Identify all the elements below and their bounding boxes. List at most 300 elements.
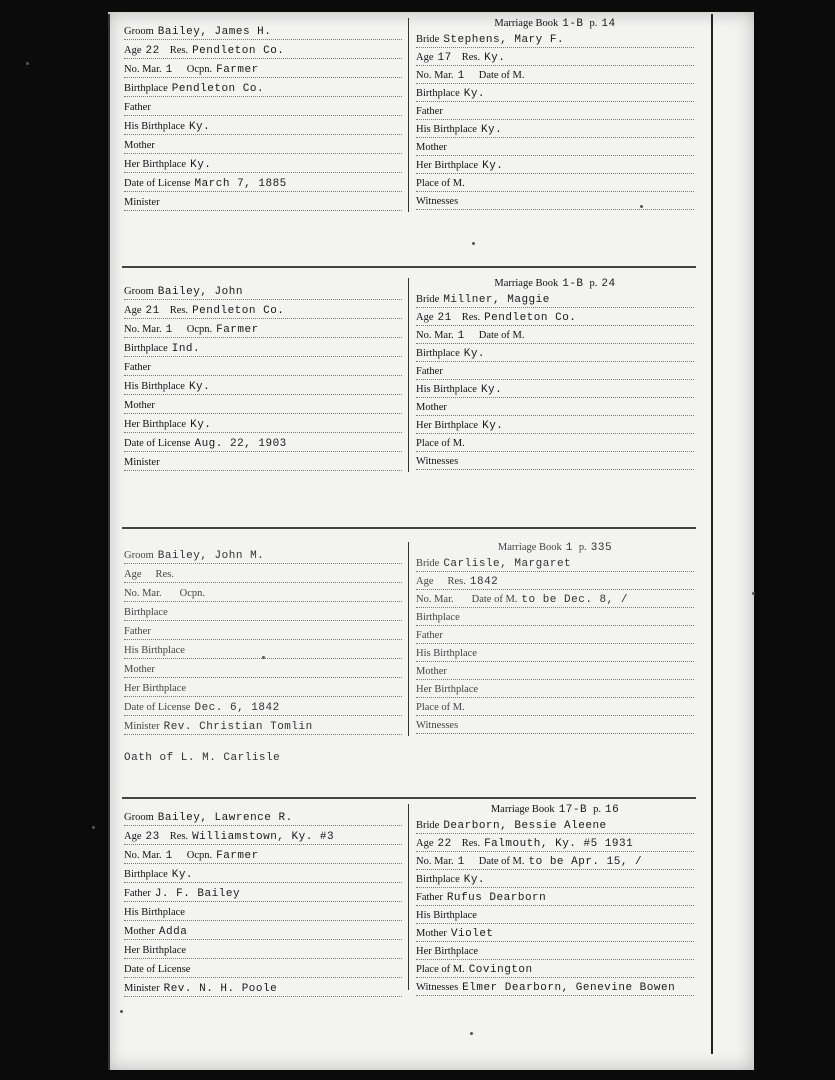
scan-speck	[640, 205, 643, 208]
groom-no-mar: 1	[165, 850, 173, 862]
groom-row	[124, 45, 402, 61]
dotted-rule	[124, 638, 402, 640]
field-label: Witnesses	[416, 720, 459, 731]
bride-row	[416, 982, 694, 998]
bride-name: Carlisle, Margaret	[443, 558, 572, 570]
bride-row	[416, 402, 694, 418]
field-label: Father	[416, 106, 443, 117]
field-label: Her Birthplace	[416, 946, 479, 957]
field-label: Father	[416, 892, 443, 903]
field-label: Father	[124, 102, 151, 113]
scan-speck	[752, 592, 755, 595]
groom-occupation: Farmer	[216, 324, 259, 336]
bride-row	[416, 384, 694, 400]
marriage-record	[0, 542, 835, 800]
field-label: Place of M.	[416, 702, 465, 713]
groom-row	[124, 926, 402, 942]
dotted-rule	[416, 136, 694, 138]
field-label: No. Mar.	[416, 856, 454, 867]
bride-age: 22	[437, 838, 452, 850]
groom-row	[124, 102, 402, 118]
bride-row	[416, 420, 694, 436]
field-label: Res.	[169, 45, 189, 56]
bride-her-birthplace: Ky.	[482, 420, 504, 432]
field-label: Res.	[461, 838, 481, 849]
dotted-rule	[416, 450, 694, 452]
scan-speck	[120, 1010, 123, 1013]
bride-row	[416, 630, 694, 646]
field-label: p.	[593, 804, 601, 815]
dotted-rule	[124, 336, 402, 338]
dotted-rule	[124, 450, 402, 452]
bride-age: 17	[437, 52, 452, 64]
groom-name: Bailey, James H.	[157, 26, 272, 38]
bride-row	[416, 928, 694, 944]
field-label: Minister	[124, 983, 160, 994]
bride-row	[416, 946, 694, 962]
dotted-rule	[124, 57, 402, 59]
dotted-rule	[416, 64, 694, 66]
dotted-rule	[124, 957, 402, 959]
field-label: Witnesses	[416, 196, 459, 207]
groom-age: 23	[145, 831, 160, 843]
groom-no-mar: 1	[165, 64, 173, 76]
groom-her-birthplace: Ky.	[190, 159, 212, 171]
bride-no-mar: 1	[457, 70, 465, 82]
dotted-rule	[416, 642, 694, 644]
bride-his-birthplace: Ky.	[480, 384, 503, 396]
groom-name: Bailey, Lawrence R.	[157, 812, 293, 824]
field-label: Place of M.	[416, 178, 465, 189]
groom-row	[124, 850, 402, 866]
dotted-rule	[124, 843, 402, 845]
groom-occupation: Farmer	[216, 850, 259, 862]
field-label: Mother	[416, 402, 447, 413]
groom-father: J. F. Bailey	[154, 888, 241, 900]
bride-row	[416, 892, 694, 908]
dotted-rule	[124, 714, 402, 716]
dotted-rule	[416, 886, 694, 888]
marriage-book-number: 1	[565, 542, 573, 554]
groom-row	[124, 869, 402, 885]
marriage-book-page: 16	[604, 804, 620, 816]
field-label: Father	[416, 630, 443, 641]
field-label: No. Mar.	[124, 588, 162, 599]
bride-row	[416, 160, 694, 176]
field-label: p.	[589, 278, 598, 289]
marriage-record	[0, 278, 835, 536]
groom-occupation: Farmer	[216, 64, 259, 76]
dotted-rule	[416, 904, 694, 906]
groom-column	[124, 26, 402, 226]
groom-row	[124, 983, 402, 999]
field-label: Mother	[416, 142, 447, 153]
dotted-rule	[416, 678, 694, 680]
field-label: Place of M.	[416, 964, 465, 975]
dotted-rule	[124, 562, 402, 564]
dotted-rule	[416, 208, 694, 210]
marriage-record	[0, 18, 835, 276]
groom-minister: Rev. N. H. Poole	[163, 983, 278, 995]
field-label: Res.	[461, 312, 481, 323]
groom-row	[124, 305, 402, 321]
field-label: Her Birthplace	[124, 683, 187, 694]
groom-row	[124, 121, 402, 137]
field-label: Minister	[124, 197, 160, 208]
bride-row	[416, 874, 694, 890]
field-label: Minister	[124, 721, 160, 732]
field-label: Birthplace	[416, 88, 460, 99]
field-label: Bride	[416, 558, 440, 569]
bride-row	[416, 70, 694, 86]
bride-no-mar: 1	[457, 856, 465, 868]
column-divider	[408, 18, 409, 212]
dotted-rule	[124, 600, 402, 602]
dotted-rule	[416, 832, 694, 834]
groom-row	[124, 945, 402, 961]
bride-his-birthplace: Ky.	[480, 124, 503, 136]
bride-row	[416, 720, 694, 736]
dotted-rule	[124, 298, 402, 300]
groom-name: Bailey, John	[157, 286, 243, 298]
groom-birthplace: Ky.	[171, 869, 194, 881]
field-label: Witnesses	[416, 982, 459, 993]
groom-row	[124, 607, 402, 623]
field-label: Date of License	[124, 964, 191, 975]
groom-row	[124, 159, 402, 175]
field-label: His Birthplace	[124, 645, 185, 656]
bride-row	[416, 124, 694, 140]
bride-row	[416, 910, 694, 926]
field-label: Age	[416, 52, 434, 63]
dotted-rule	[416, 172, 694, 174]
dotted-rule	[124, 938, 402, 940]
bride-row	[416, 804, 694, 820]
dotted-rule	[124, 676, 402, 678]
field-label: Age	[124, 305, 142, 316]
dotted-rule	[416, 714, 694, 716]
date-of-marriage: to be Dec. 8, /	[521, 594, 628, 606]
field-label: Mother	[416, 666, 447, 677]
groom-date-of-license: Aug. 22, 1903	[194, 438, 287, 450]
field-label: Birthplace	[416, 348, 460, 359]
field-label: Date of M.	[471, 594, 518, 605]
bride-row	[416, 456, 694, 472]
dotted-rule	[124, 190, 402, 192]
column-divider	[408, 804, 409, 990]
bride-row	[416, 18, 694, 34]
field-label: Bride	[416, 34, 440, 45]
field-label: Bride	[416, 820, 440, 831]
bride-residence: Ky.	[484, 52, 506, 64]
field-label: Date of License	[124, 438, 191, 449]
dotted-rule	[124, 317, 402, 319]
groom-row	[124, 140, 402, 156]
groom-column	[124, 550, 402, 750]
bride-column	[416, 804, 694, 1014]
field-label: Ocpn.	[186, 324, 213, 335]
scan-speck	[92, 826, 95, 829]
dotted-rule	[124, 862, 402, 864]
dotted-rule	[124, 695, 402, 697]
dotted-rule	[124, 133, 402, 135]
groom-residence: Pendleton Co.	[192, 45, 285, 57]
dotted-rule	[124, 171, 402, 173]
groom-row	[124, 721, 402, 737]
groom-birthplace: Ind.	[171, 343, 201, 355]
bride-row	[416, 294, 694, 310]
field-label: Age	[416, 312, 434, 323]
dotted-rule	[124, 412, 402, 414]
bride-row	[416, 438, 694, 454]
dotted-rule	[416, 468, 694, 470]
groom-row	[124, 664, 402, 680]
field-label: Res.	[169, 831, 189, 842]
field-label: p.	[578, 542, 587, 553]
bride-residence: Falmouth, Ky. #5 1931	[484, 838, 634, 850]
dotted-rule	[416, 868, 694, 870]
groom-age: 21	[145, 305, 160, 317]
field-label: His Birthplace	[416, 124, 477, 135]
groom-row	[124, 64, 402, 80]
bride-father: Rufus Dearborn	[446, 892, 547, 904]
dotted-rule	[416, 660, 694, 662]
field-label: Date of M.	[478, 856, 525, 867]
bride-row	[416, 312, 694, 328]
field-label: Date of License	[124, 702, 191, 713]
bride-row	[416, 366, 694, 382]
bride-residence: 1842	[469, 576, 499, 588]
dotted-rule	[124, 976, 402, 978]
bride-her-birthplace: Ky.	[482, 160, 504, 172]
groom-row	[124, 197, 402, 213]
field-label: Date of M.	[478, 330, 525, 341]
groom-row	[124, 888, 402, 904]
bride-row	[416, 856, 694, 872]
groom-row	[124, 907, 402, 923]
marriage-book-page: 14	[601, 18, 616, 30]
dotted-rule	[124, 114, 402, 116]
groom-row	[124, 83, 402, 99]
field-label: His Birthplace	[416, 648, 477, 659]
scan-speck	[26, 62, 29, 65]
groom-row	[124, 457, 402, 473]
marriage-book-number: 1-B	[562, 278, 584, 290]
bride-name: Dearborn, Bessie Aleene	[443, 820, 607, 832]
dotted-rule	[124, 619, 402, 621]
bride-column	[416, 278, 694, 488]
column-divider	[408, 278, 409, 472]
dotted-rule	[416, 190, 694, 192]
dotted-rule	[124, 209, 402, 211]
groom-row	[124, 702, 402, 718]
field-label: Ocpn.	[186, 850, 213, 861]
bride-witnesses: Elmer Dearborn, Genevine Bowen	[462, 982, 676, 994]
marriage-book-page: 335	[590, 542, 613, 554]
dotted-rule	[416, 118, 694, 120]
field-label: Res.	[447, 576, 466, 587]
dotted-rule	[124, 581, 402, 583]
bride-row	[416, 558, 694, 574]
field-label: Age	[416, 838, 434, 849]
field-label: Birthplace	[124, 343, 168, 354]
bride-row	[416, 34, 694, 50]
field-label: Mother	[124, 926, 155, 937]
groom-row	[124, 550, 402, 566]
field-label: Birthplace	[124, 83, 168, 94]
groom-her-birthplace: Ky.	[190, 419, 212, 431]
groom-date-of-license: March 7, 1885	[194, 178, 287, 190]
dotted-rule	[124, 469, 402, 471]
field-label: Age	[124, 45, 142, 56]
groom-row	[124, 362, 402, 378]
field-label: Ocpn.	[186, 64, 213, 75]
field-label: Birthplace	[124, 607, 168, 618]
field-label: Marriage Book	[497, 542, 562, 553]
field-label: Witnesses	[416, 456, 459, 467]
marriage-record	[0, 804, 835, 1062]
scan-speck	[472, 242, 475, 245]
dotted-rule	[416, 378, 694, 380]
groom-row	[124, 438, 402, 454]
bride-row	[416, 576, 694, 592]
bride-row	[416, 594, 694, 610]
groom-row	[124, 419, 402, 435]
groom-row	[124, 831, 402, 847]
dotted-rule	[416, 850, 694, 852]
field-label: No. Mar.	[416, 70, 454, 81]
field-label: Father	[124, 626, 151, 637]
groom-row	[124, 569, 402, 585]
dotted-rule	[416, 360, 694, 362]
dotted-rule	[124, 38, 402, 40]
dotted-rule	[416, 940, 694, 942]
bride-row	[416, 142, 694, 158]
bride-row	[416, 106, 694, 122]
bride-mother: Violet	[450, 928, 494, 940]
field-label: Res.	[169, 305, 189, 316]
groom-age: 22	[145, 45, 160, 57]
bride-row	[416, 178, 694, 194]
record-note: Oath of L. M. Carlisle	[124, 752, 281, 764]
groom-row	[124, 381, 402, 397]
marriage-book-number: 17-B	[558, 804, 588, 816]
bride-row	[416, 348, 694, 364]
field-label: His Birthplace	[124, 907, 185, 918]
groom-birthplace: Pendleton Co.	[171, 83, 265, 95]
field-label: Father	[416, 366, 443, 377]
bride-row	[416, 820, 694, 836]
scan-speck	[470, 1032, 473, 1035]
dotted-rule	[124, 919, 402, 921]
groom-his-birthplace: Ky.	[188, 381, 211, 393]
dotted-rule	[124, 355, 402, 357]
marriage-book-page: 24	[601, 278, 616, 290]
groom-minister: Rev. Christian Tomlin	[163, 721, 313, 733]
groom-row	[124, 178, 402, 194]
bride-column	[416, 18, 694, 228]
dotted-rule	[416, 958, 694, 960]
dotted-rule	[416, 414, 694, 416]
dotted-rule	[416, 922, 694, 924]
dotted-rule	[124, 900, 402, 902]
field-label: Date of M.	[478, 70, 525, 81]
dotted-rule	[124, 995, 402, 997]
field-label: Her Birthplace	[416, 160, 479, 171]
bride-row	[416, 838, 694, 854]
groom-row	[124, 626, 402, 642]
groom-residence: Pendleton Co.	[192, 305, 285, 317]
field-label: His Birthplace	[124, 381, 185, 392]
dotted-rule	[416, 732, 694, 734]
field-label: Groom	[124, 812, 154, 823]
section-separator	[122, 266, 696, 268]
field-label: Her Birthplace	[124, 159, 187, 170]
bride-row	[416, 612, 694, 628]
field-label: p.	[589, 18, 598, 29]
bride-birthplace: Ky.	[463, 88, 486, 100]
field-label: Her Birthplace	[124, 945, 187, 956]
field-label: Birthplace	[416, 874, 460, 885]
dotted-rule	[124, 152, 402, 154]
groom-row	[124, 588, 402, 604]
bride-age: 21	[437, 312, 452, 324]
groom-date-of-license: Dec. 6, 1842	[194, 702, 280, 714]
field-label: Mother	[124, 664, 155, 675]
bride-row	[416, 196, 694, 212]
field-label: Groom	[124, 286, 154, 297]
groom-row	[124, 964, 402, 980]
field-label: His Birthplace	[416, 910, 477, 921]
field-label: Minister	[124, 457, 160, 468]
bride-row	[416, 648, 694, 664]
field-label: Marriage Book	[494, 18, 559, 29]
dotted-rule	[416, 696, 694, 698]
field-label: No. Mar.	[416, 594, 454, 605]
bride-row	[416, 702, 694, 718]
field-label: Res.	[155, 569, 174, 580]
groom-column	[124, 286, 402, 486]
bride-row	[416, 330, 694, 346]
date-of-marriage: to be Apr. 15, /	[528, 856, 643, 868]
groom-row	[124, 400, 402, 416]
groom-mother: Adda	[158, 926, 188, 938]
field-label: His Birthplace	[124, 121, 185, 132]
bride-residence: Pendleton Co.	[484, 312, 577, 324]
groom-no-mar: 1	[165, 324, 173, 336]
dotted-rule	[124, 733, 402, 735]
dotted-rule	[416, 100, 694, 102]
field-label: Bride	[416, 294, 440, 305]
dotted-rule	[416, 606, 694, 608]
bride-row	[416, 666, 694, 682]
column-divider	[408, 542, 409, 736]
field-label: Place of M.	[416, 438, 465, 449]
field-label: Mother	[416, 928, 447, 939]
bride-row	[416, 964, 694, 980]
bride-birthplace: Ky.	[463, 874, 486, 886]
bride-row	[416, 52, 694, 68]
field-label: No. Mar.	[416, 330, 454, 341]
field-label: Marriage Book	[494, 278, 559, 289]
field-label: Age	[124, 569, 142, 580]
bride-birthplace: Ky.	[463, 348, 486, 360]
dotted-rule	[416, 432, 694, 434]
dotted-rule	[124, 374, 402, 376]
dotted-rule	[416, 306, 694, 308]
scan-speck	[262, 656, 265, 659]
groom-row	[124, 343, 402, 359]
